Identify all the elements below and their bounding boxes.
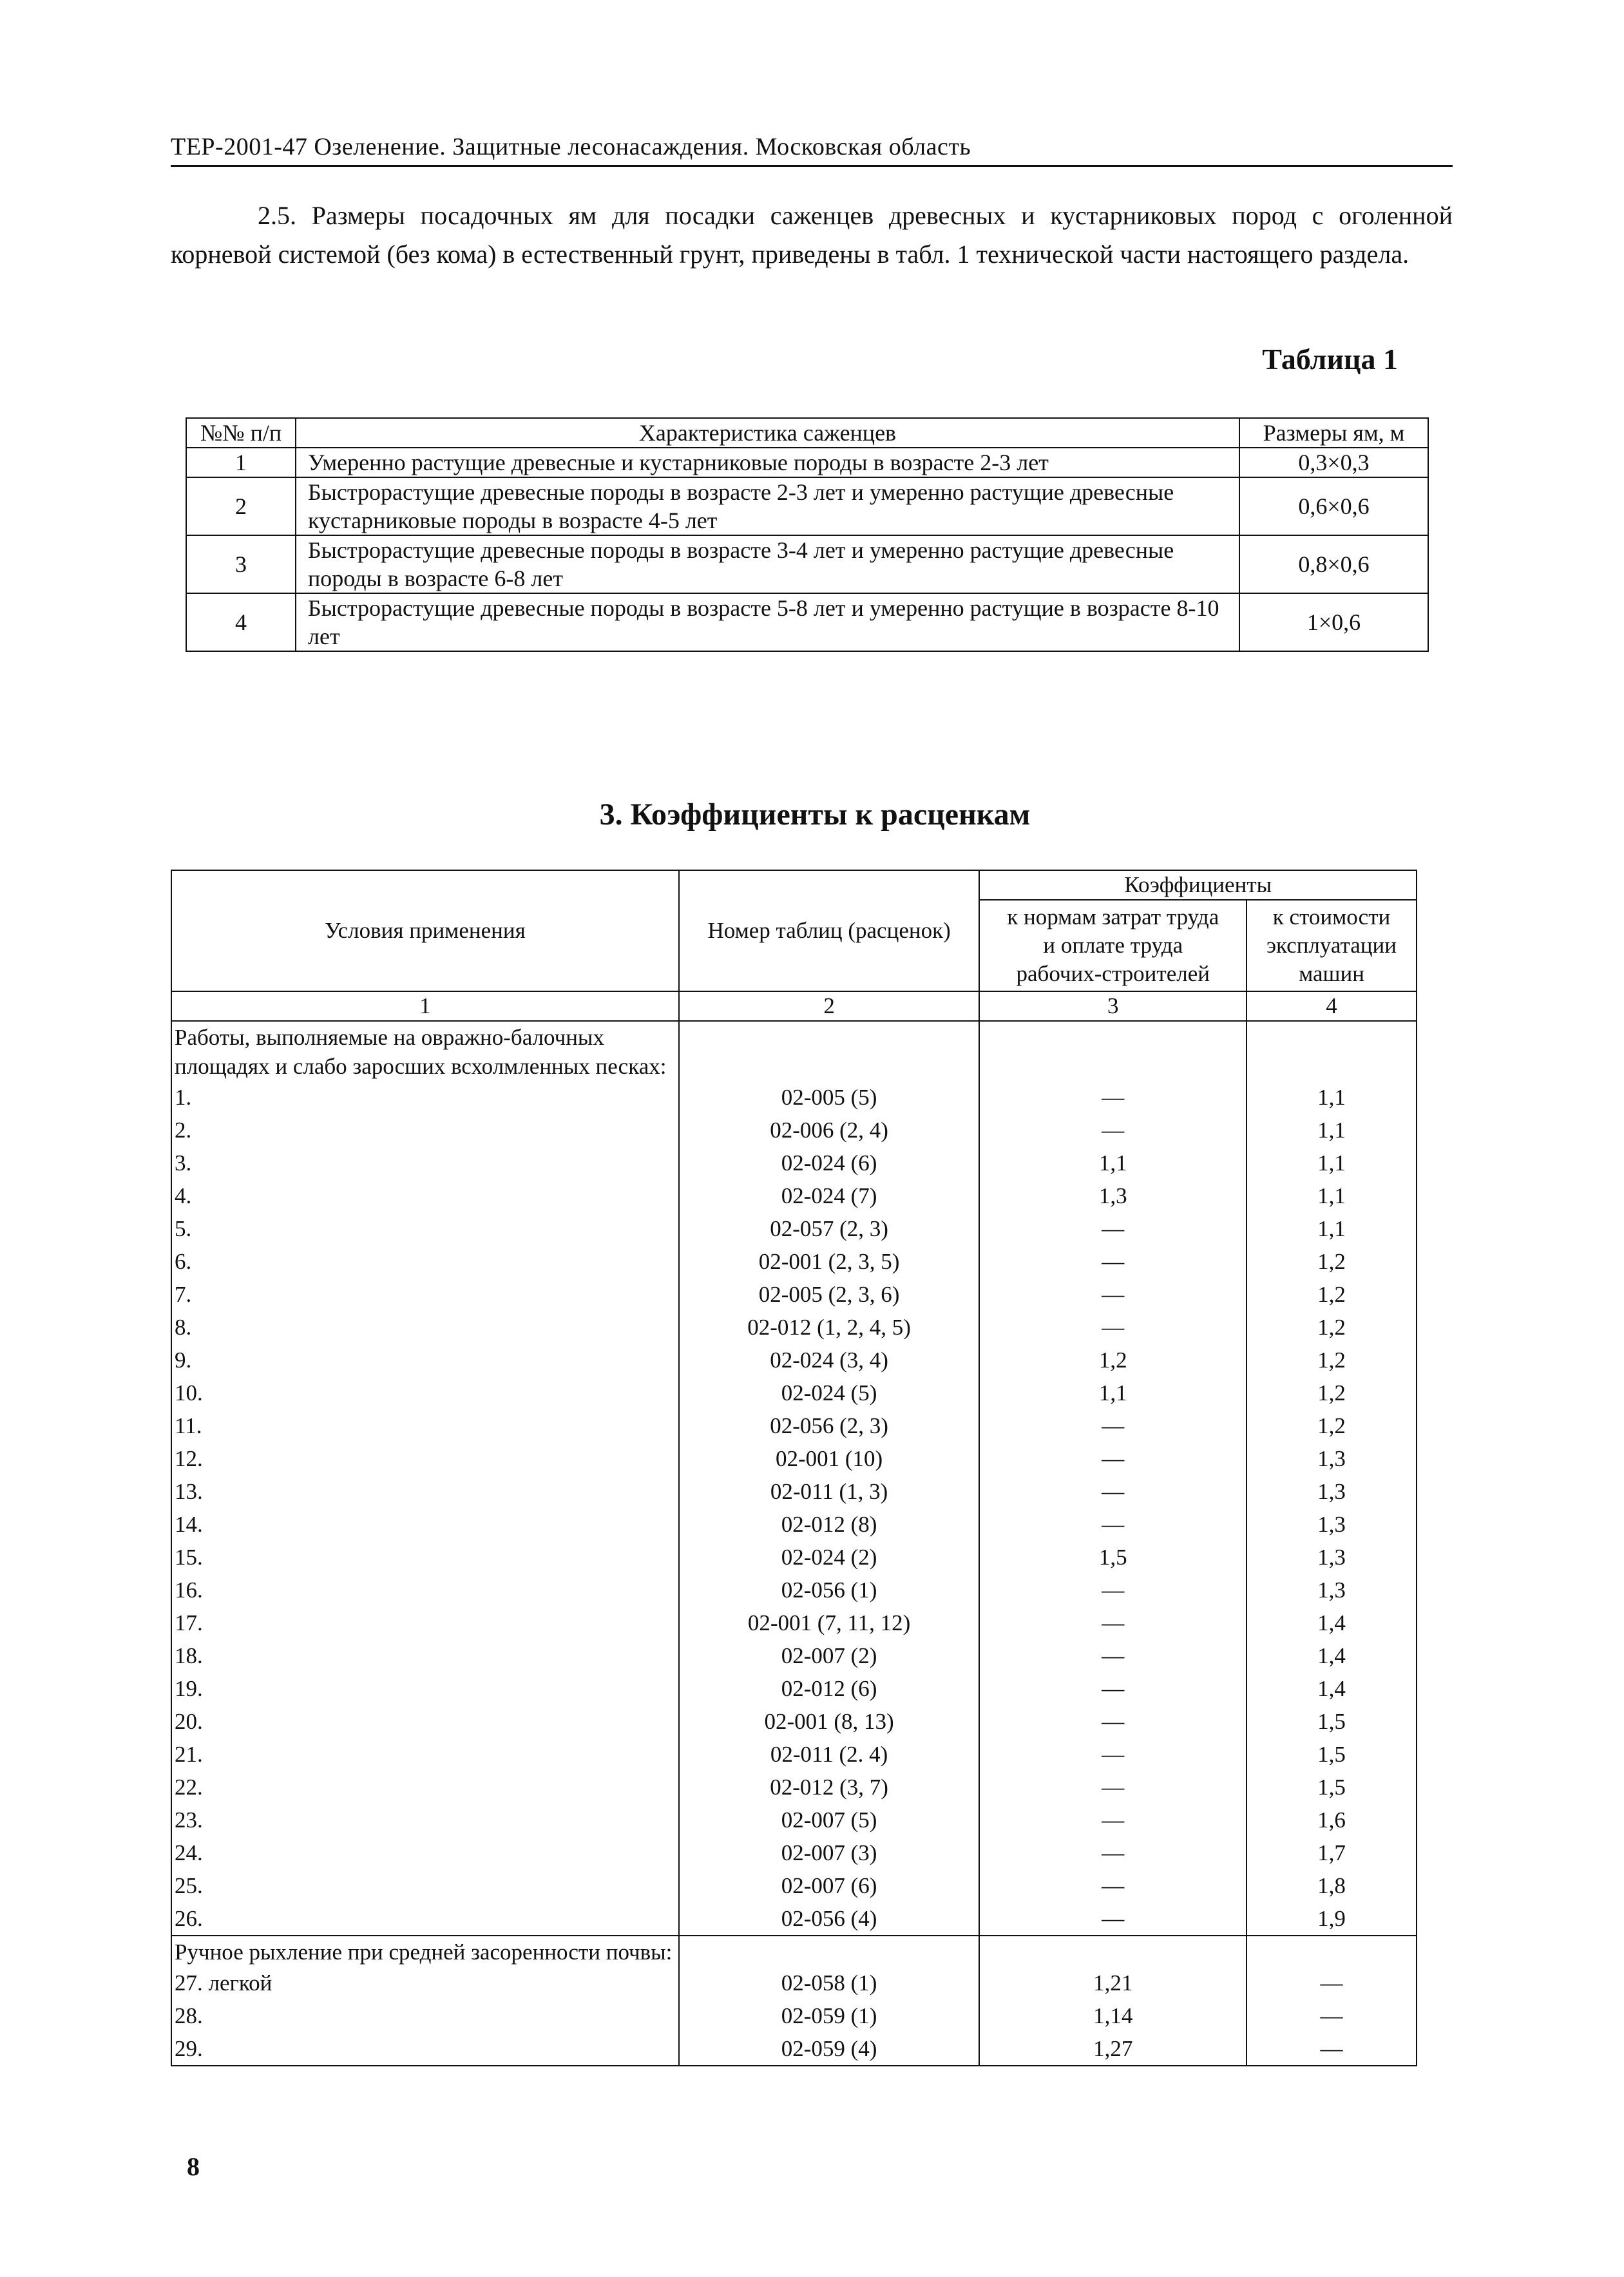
machine-coefficient-cell: 1,4 (1247, 1606, 1417, 1639)
condition-cell: 9. (171, 1344, 679, 1377)
condition-cell: 19. (171, 1672, 679, 1705)
machine-coefficient-cell: 1,3 (1247, 1442, 1417, 1475)
coefficients-table (171, 870, 1417, 2066)
group-2-body (171, 1936, 1417, 2066)
column-number: 3 (979, 991, 1247, 1021)
machine-coefficient-cell: 1,2 (1247, 1311, 1417, 1344)
group-1-body (171, 1021, 1417, 1936)
machine-coefficient-cell: 1,9 (1247, 1902, 1417, 1936)
machine-coefficient-cell: — (1247, 1999, 1417, 2032)
machine-coefficient-cell: 1,5 (1247, 1771, 1417, 1804)
table-row (171, 1574, 1417, 1606)
condition-cell: 25. (171, 1869, 679, 1902)
condition-cell: 15. (171, 1541, 679, 1574)
machine-coefficient-cell: 1,2 (1247, 1344, 1417, 1377)
machine-coefficient-cell: — (1247, 2032, 1417, 2066)
machine-coefficient-cell: 1,5 (1247, 1705, 1417, 1738)
machine-coefficient-cell: 1,3 (1247, 1541, 1417, 1574)
header-conditions: Условия применения (171, 870, 679, 991)
table-number-cell: 02-001 (8, 13) (679, 1705, 980, 1738)
labor-coefficient-cell: — (979, 1081, 1247, 1114)
labor-coefficient-cell: — (979, 1606, 1247, 1639)
table-number-cell: 02-011 (2. 4) (679, 1738, 980, 1771)
condition-cell: 21. (171, 1738, 679, 1771)
table-row (171, 1081, 1417, 1114)
header-table-number: Номер таблиц (расценок) (679, 870, 980, 991)
table-number-cell: 02-024 (7) (679, 1179, 980, 1212)
machine-coefficient-cell: 1,7 (1247, 1836, 1417, 1869)
labor-coefficient-cell: — (979, 1771, 1247, 1804)
table-row (171, 1999, 1417, 2032)
column-number: 2 (679, 991, 980, 1021)
table-row (186, 535, 1428, 593)
table-row (171, 1409, 1417, 1442)
condition-cell: 29. (171, 2032, 679, 2066)
table-row (171, 1278, 1417, 1311)
table-1-cell-number: 3 (186, 535, 296, 593)
table-number-cell: 02-001 (7, 11, 12) (679, 1606, 980, 1639)
table-row (171, 1114, 1417, 1147)
table-1-caption: Таблица 1 (1262, 343, 1398, 376)
section-title: 3. Коэффициенты к расценкам (599, 797, 1031, 832)
machine-coefficient-cell: 1,1 (1247, 1147, 1417, 1179)
machine-coefficient-cell: 1,6 (1247, 1804, 1417, 1836)
table-row (171, 1836, 1417, 1869)
table-number-cell: 02-006 (2, 4) (679, 1114, 980, 1147)
machine-coefficient-cell: 1,2 (1247, 1278, 1417, 1311)
condition-cell: 7. (171, 1278, 679, 1311)
condition-cell: 27. легкой (171, 1967, 679, 1999)
table-row (171, 1508, 1417, 1541)
table-number-cell: 02-005 (2, 3, 6) (679, 1278, 980, 1311)
header-machine-coefficient: к стоимости эксплуатации машин (1247, 900, 1417, 991)
table-number-cell: 02-007 (6) (679, 1869, 980, 1902)
table-row (171, 1606, 1417, 1639)
table-1-cell-description: Быстрорастущие древесные породы в возрасте 3-4 лет и умеренно растущие древесные породы в возрасте 6-8 лет (296, 535, 1239, 593)
table-1-cell-size: 1×0,6 (1239, 593, 1428, 651)
labor-coefficient-cell: — (979, 1442, 1247, 1475)
condition-cell: 18. (171, 1639, 679, 1672)
labor-coefficient-cell: 1,1 (979, 1147, 1247, 1179)
table-number-cell: 02-011 (1, 3) (679, 1475, 980, 1508)
table-number-cell: 02-007 (2) (679, 1639, 980, 1672)
table-1 (186, 417, 1429, 652)
table-row (171, 1705, 1417, 1738)
table-row (171, 1179, 1417, 1212)
machine-coefficient-cell: — (1247, 1967, 1417, 1999)
condition-cell: 8. (171, 1311, 679, 1344)
table-number-cell: 02-012 (1, 2, 4, 5) (679, 1311, 980, 1344)
condition-cell: 24. (171, 1836, 679, 1869)
machine-coefficient-cell: 1,3 (1247, 1475, 1417, 1508)
condition-cell: 3. (171, 1147, 679, 1179)
labor-coefficient-cell: — (979, 1475, 1247, 1508)
table-row (171, 1377, 1417, 1409)
machine-coefficient-cell: 1,2 (1247, 1377, 1417, 1409)
table-row (186, 593, 1428, 651)
condition-cell: 17. (171, 1606, 679, 1639)
labor-coefficient-cell: — (979, 1114, 1247, 1147)
table-1-header-number: №№ п/п (186, 418, 296, 448)
table-row (171, 1344, 1417, 1377)
table-1-cell-size: 0,8×0,6 (1239, 535, 1428, 593)
condition-cell: 11. (171, 1409, 679, 1442)
table-row (171, 1442, 1417, 1475)
table-row (186, 477, 1428, 535)
labor-coefficient-cell: 1,3 (979, 1179, 1247, 1212)
table-row (171, 1738, 1417, 1771)
condition-cell: 23. (171, 1804, 679, 1836)
group-title-row (171, 1936, 1417, 1967)
table-number-cell: 02-024 (6) (679, 1147, 980, 1179)
labor-coefficient-cell: — (979, 1574, 1247, 1606)
table-number-cell: 02-056 (1) (679, 1574, 980, 1606)
table-number-cell: 02-024 (5) (679, 1377, 980, 1409)
table-1-cell-number: 4 (186, 593, 296, 651)
condition-cell: 26. (171, 1902, 679, 1936)
table-row (186, 448, 1428, 477)
machine-coefficient-cell: 1,1 (1247, 1081, 1417, 1114)
table-number-cell: 02-059 (1) (679, 1999, 980, 2032)
labor-coefficient-cell: — (979, 1672, 1247, 1705)
condition-cell: 12. (171, 1442, 679, 1475)
table-number-cell: 02-059 (4) (679, 2032, 980, 2066)
labor-coefficient-cell: 1,5 (979, 1541, 1247, 1574)
machine-coefficient-cell: 1,2 (1247, 1245, 1417, 1278)
machine-coefficient-cell: 1,8 (1247, 1869, 1417, 1902)
table-number-cell: 02-056 (4) (679, 1902, 980, 1936)
condition-cell: 14. (171, 1508, 679, 1541)
condition-cell: 28. (171, 1999, 679, 2032)
table-row (171, 1672, 1417, 1705)
labor-coefficient-cell: 1,1 (979, 1377, 1247, 1409)
labor-coefficient-cell: — (979, 1639, 1247, 1672)
table-1-cell-description: Быстрорастущие древесные породы в возрасте 2-3 лет и умеренно растущие древесные кустарниковые породы в возрасте 4-5 лет (296, 477, 1239, 535)
condition-cell: 2. (171, 1114, 679, 1147)
machine-coefficient-cell: 1,1 (1247, 1212, 1417, 1245)
table-number-cell: 02-057 (2, 3) (679, 1212, 980, 1245)
labor-coefficient-cell: — (979, 1804, 1247, 1836)
condition-cell: 16. (171, 1574, 679, 1606)
machine-coefficient-cell: 1,1 (1247, 1179, 1417, 1212)
table-1-cell-number: 2 (186, 477, 296, 535)
table-row (171, 1639, 1417, 1672)
group-1-title: Работы, выполняемые на овражно-балочных площадях и слабо заросших всхолмленных песках: (171, 1021, 679, 1081)
condition-cell: 22. (171, 1771, 679, 1804)
column-number: 4 (1247, 991, 1417, 1021)
table-1-cell-size: 0,6×0,6 (1239, 477, 1428, 535)
table-number-cell: 02-056 (2, 3) (679, 1409, 980, 1442)
machine-coefficient-cell: 1,4 (1247, 1639, 1417, 1672)
table-row (171, 1902, 1417, 1936)
page-number: 8 (187, 2152, 200, 2181)
coefficients-header-row (171, 870, 1417, 900)
condition-cell: 20. (171, 1705, 679, 1738)
group-title-row (171, 1021, 1417, 1081)
condition-cell: 6. (171, 1245, 679, 1278)
labor-coefficient-cell: — (979, 1245, 1247, 1278)
machine-coefficient-cell: 1,5 (1247, 1738, 1417, 1771)
condition-cell: 4. (171, 1179, 679, 1212)
labor-coefficient-cell: 1,21 (979, 1967, 1247, 1999)
table-row (171, 1212, 1417, 1245)
condition-cell: 10. (171, 1377, 679, 1409)
table-1-cell-description: Быстрорастущие древесные породы в возрасте 5-8 лет и умеренно растущие в возрасте 8-10 лет (296, 593, 1239, 651)
running-header: ТЕР-2001-47 Озеленение. Защитные лесонасаждения. Московская область (171, 129, 1453, 167)
table-row (171, 1475, 1417, 1508)
table-row (171, 1541, 1417, 1574)
labor-coefficient-cell: — (979, 1212, 1247, 1245)
table-1-header-row (186, 418, 1428, 448)
condition-cell: 13. (171, 1475, 679, 1508)
condition-cell: 5. (171, 1212, 679, 1245)
labor-coefficient-cell: — (979, 1738, 1247, 1771)
labor-coefficient-cell: 1,2 (979, 1344, 1247, 1377)
table-number-cell: 02-012 (8) (679, 1508, 980, 1541)
table-row (171, 1804, 1417, 1836)
labor-coefficient-cell: — (979, 1705, 1247, 1738)
column-number: 1 (171, 991, 679, 1021)
table-number-cell: 02-058 (1) (679, 1967, 980, 1999)
table-1-header-description: Характеристика саженцев (296, 418, 1239, 448)
table-row (171, 1967, 1417, 1999)
header-coefficients: Коэффициенты (979, 870, 1417, 900)
machine-coefficient-cell: 1,3 (1247, 1574, 1417, 1606)
condition-cell: 1. (171, 1081, 679, 1114)
labor-coefficient-cell: 1,14 (979, 1999, 1247, 2032)
machine-coefficient-cell: 1,4 (1247, 1672, 1417, 1705)
group-2-title: Ручное рыхление при средней засоренности почвы: (171, 1936, 679, 1967)
table-row (171, 1869, 1417, 1902)
paragraph-2-5: 2.5. Размеры посадочных ям для посадки саженцев древесных и кустарниковых пород с оголенной корневой системой (без кома) в естественный грунт, приведены в табл. 1 технической части настоящего раздела. (171, 201, 1453, 269)
table-row (171, 1147, 1417, 1179)
table-number-cell: 02-024 (3, 4) (679, 1344, 980, 1377)
table-row (171, 2032, 1417, 2066)
machine-coefficient-cell: 1,3 (1247, 1508, 1417, 1541)
labor-coefficient-cell: 1,27 (979, 2032, 1247, 2066)
table-1-cell-number: 1 (186, 448, 296, 477)
machine-coefficient-cell: 1,1 (1247, 1114, 1417, 1147)
column-number-row (171, 991, 1417, 1021)
header-labor-coefficient: к нормам затрат труда и оплате труда рабочих-строителей (979, 900, 1247, 991)
labor-coefficient-cell: — (979, 1409, 1247, 1442)
table-number-cell: 02-012 (3, 7) (679, 1771, 980, 1804)
table-number-cell: 02-007 (3) (679, 1836, 980, 1869)
labor-coefficient-cell: — (979, 1311, 1247, 1344)
table-number-cell: 02-001 (2, 3, 5) (679, 1245, 980, 1278)
labor-coefficient-cell: — (979, 1869, 1247, 1902)
table-number-cell: 02-024 (2) (679, 1541, 980, 1574)
labor-coefficient-cell: — (979, 1836, 1247, 1869)
table-row (171, 1245, 1417, 1278)
table-number-cell: 02-007 (5) (679, 1804, 980, 1836)
table-1-cell-size: 0,3×0,3 (1239, 448, 1428, 477)
machine-coefficient-cell: 1,2 (1247, 1409, 1417, 1442)
labor-coefficient-cell: — (979, 1278, 1247, 1311)
labor-coefficient-cell: — (979, 1508, 1247, 1541)
table-row (171, 1311, 1417, 1344)
table-1-cell-description: Умеренно растущие древесные и кустарниковые породы в возрасте 2-3 лет (296, 448, 1239, 477)
table-1-header-size: Размеры ям, м (1239, 418, 1428, 448)
table-number-cell: 02-001 (10) (679, 1442, 980, 1475)
labor-coefficient-cell: — (979, 1902, 1247, 1936)
table-number-cell: 02-005 (5) (679, 1081, 980, 1114)
table-number-cell: 02-012 (6) (679, 1672, 980, 1705)
table-row (171, 1771, 1417, 1804)
